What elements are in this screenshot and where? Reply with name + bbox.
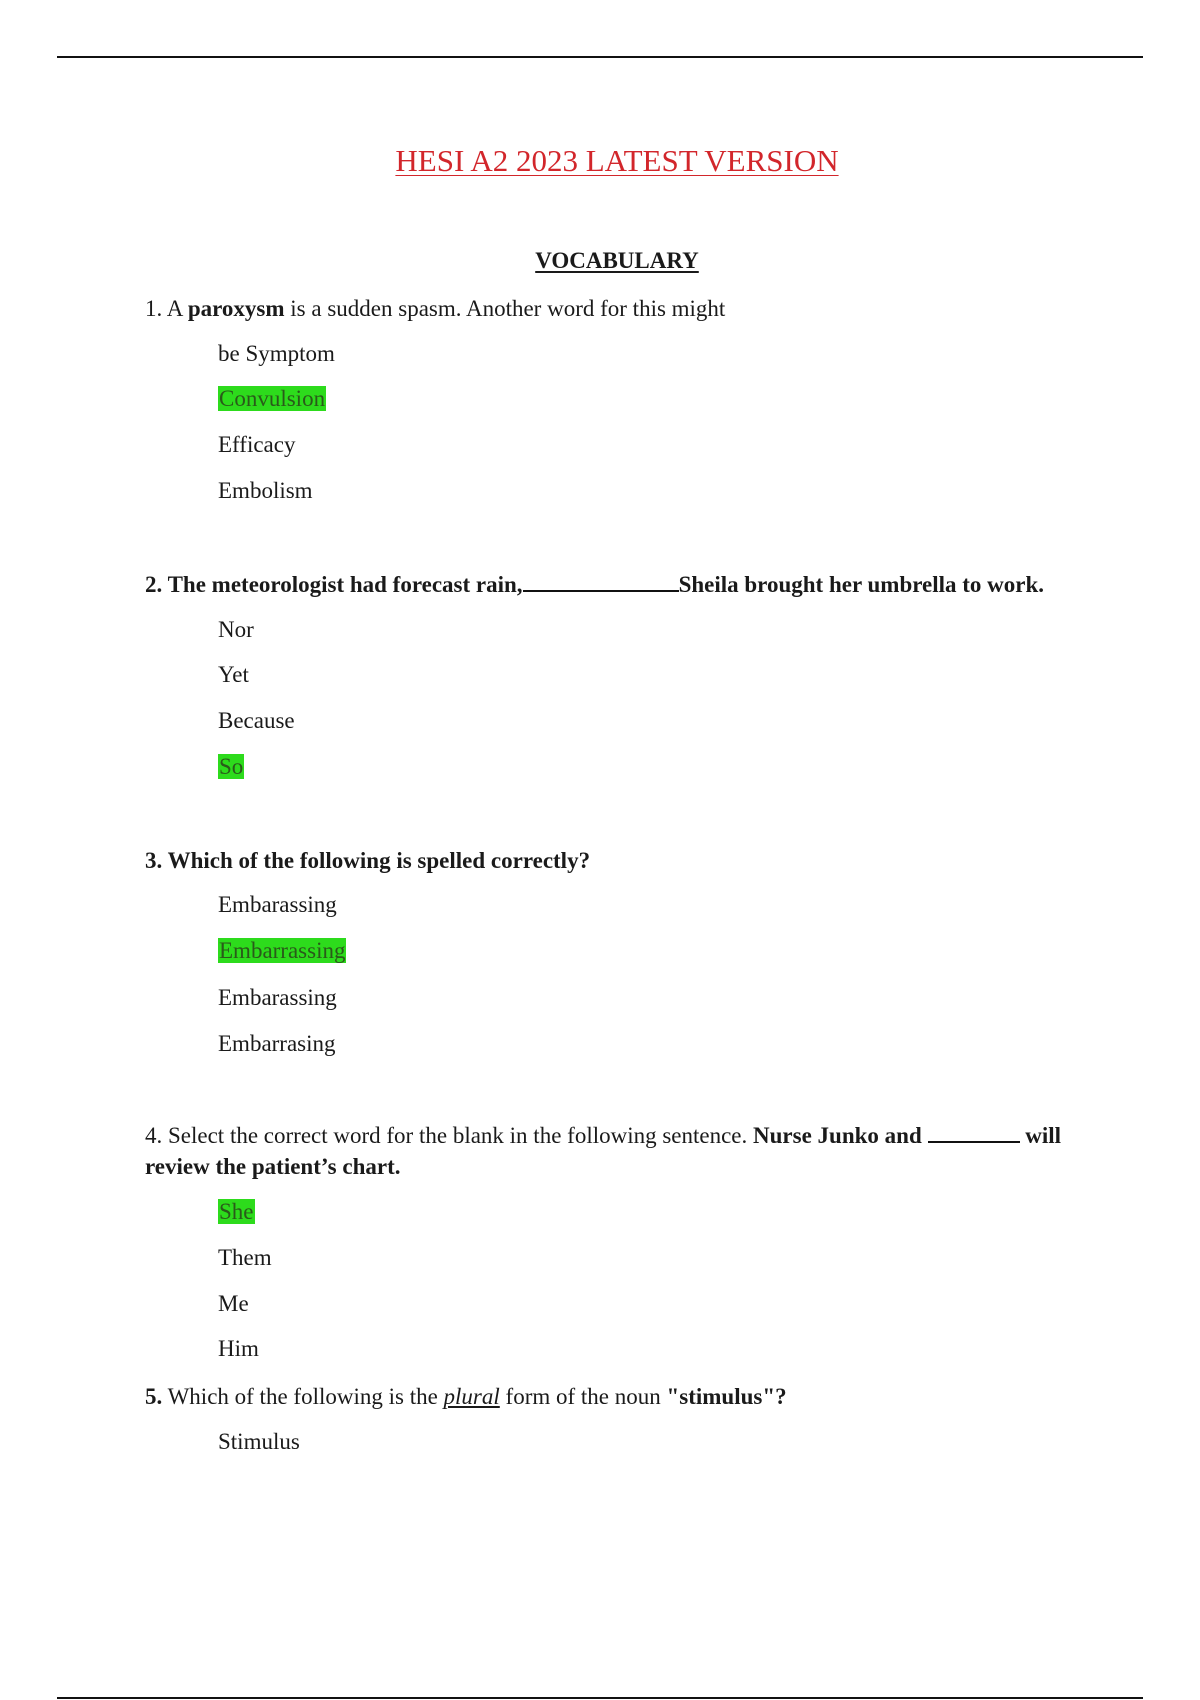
question-term: "stimulus"? [666,1384,787,1409]
question-text: Which of the following is spelled correctly? [167,848,591,873]
question-3 [145,845,590,876]
question-text: Which of the following is the [167,1384,444,1409]
option-3a: Embarassing [218,892,337,917]
question-5 [145,1381,787,1412]
question-text: is a sudden spasm. Another word for this might [284,296,726,321]
option-4a [218,1197,255,1227]
section-heading: VOCABULARY [535,248,699,273]
question-text: Select the correct word for the blank in the following sentence. [168,1123,748,1148]
option-4c: Me [218,1291,249,1316]
question-text-bold: Nurse Junko and [753,1123,922,1148]
option-5a: Stimulus [218,1429,300,1454]
question-text: form of the noun [499,1384,667,1409]
option-1a: be Symptom [218,341,335,366]
correct-answer-highlight: So [219,754,244,779]
bottom-rule [57,1697,1143,1699]
option-4b: Them [218,1245,272,1270]
option-4d: Him [218,1336,259,1361]
option-2a: Nor [218,617,254,642]
option-1c: Efficacy [218,432,296,457]
question-1 [145,293,725,324]
answer-blank [523,570,679,592]
option-1d: Embolism [218,478,313,503]
question-text: A [166,296,188,321]
question-emphasis: plural [443,1384,500,1409]
top-rule [57,56,1143,58]
option-2c: Because [218,708,295,733]
question-2 [145,569,1044,600]
question-text-bold: will review the patient’s chart. [145,1123,1062,1179]
question-number: 2. [145,572,163,597]
question-number: 3. [145,848,163,873]
option-2b: Yet [218,662,249,687]
option-3d: Embarrasing [218,1031,336,1056]
option-3c: Embarassing [218,985,337,1010]
answer-blank [928,1121,1020,1143]
question-number: 4. [145,1123,163,1148]
question-number: 5. [145,1384,163,1409]
correct-answer-highlight: She [219,1199,254,1224]
question-number: 1. [145,296,163,321]
correct-answer-highlight: Convulsion [219,386,326,411]
document-title: HESI A2 2023 LATEST VERSION [395,143,839,178]
option-1b [218,384,326,414]
question-text: The meteorologist had forecast rain, [167,572,523,597]
option-3b [218,936,346,966]
question-term: paroxysm [187,296,285,321]
question-text: Sheila brought her umbrella to work. [678,572,1045,597]
question-4 [145,1120,1065,1182]
option-2d [218,752,244,782]
correct-answer-highlight: Embarrassing [219,938,346,963]
